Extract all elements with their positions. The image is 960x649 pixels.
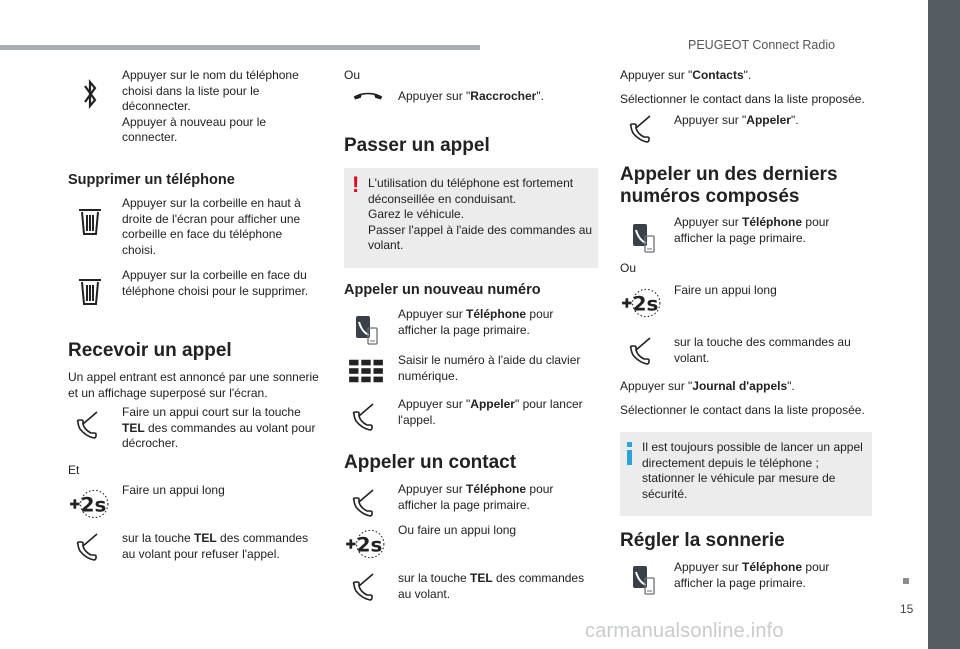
or-label-2: Ou xyxy=(620,261,637,275)
side-tab xyxy=(928,0,960,649)
bluetooth-instructions: Appuyer sur le nom du téléphone choisi dans la liste pour le déconnecter. Appuyer à nouveau pour le connecter. xyxy=(122,68,299,144)
phone-handset-icon xyxy=(350,482,382,522)
phone-handset-icon xyxy=(74,526,106,566)
phone-handset-icon xyxy=(627,330,659,370)
new-number-step-3: Appuyer sur "Appeler" pour lancer l'appel. xyxy=(398,397,583,427)
info-icon xyxy=(627,450,632,465)
info-icon-dot xyxy=(627,442,632,447)
info-box xyxy=(620,432,872,516)
ringtone-step-1: Appuyer sur Téléphone pour afficher la page primaire. xyxy=(674,560,830,590)
heading-delete-phone: Supprimer un téléphone xyxy=(68,172,235,188)
hang-up-icon xyxy=(350,86,386,104)
delete-step-1: Appuyer sur la corbeille en haut à droite de l'écran pour afficher une corbeille en face du téléphone choisi. xyxy=(122,196,301,257)
new-number-step-2: Saisir le numéro à l'aide du clavier numérique. xyxy=(398,353,581,383)
trash-icon xyxy=(74,200,106,240)
phone-handset-icon xyxy=(350,566,382,606)
watermark: carmanualsonline.info xyxy=(585,620,784,642)
contact-step-3: sur la touche TEL des commandes au volant. xyxy=(398,571,585,601)
keypad-icon xyxy=(346,356,386,386)
new-number-step-1: Appuyer sur Téléphone pour afficher la page primaire. xyxy=(398,307,554,337)
journal-step: Appuyer sur "Journal d'appels". xyxy=(620,379,795,393)
long-press-2s-icon xyxy=(68,488,110,520)
end-marker xyxy=(903,578,909,584)
heading-new-number: Appeler un nouveau numéro xyxy=(344,282,541,298)
phone-handset-icon xyxy=(627,108,659,148)
long-press-text: Faire un appui long xyxy=(122,483,225,497)
select-contact-2: Sélectionner le contact dans la liste proposée. xyxy=(620,403,865,417)
header-rule xyxy=(0,45,480,50)
long-press-2s-icon xyxy=(344,528,386,560)
heading-call-contact: Appeler un contact xyxy=(344,452,517,473)
recent-tel-key: sur la touche des commandes au volant. xyxy=(674,335,851,365)
select-contact-1: Sélectionner le contact dans la liste proposée. xyxy=(620,92,865,106)
trash-icon xyxy=(74,270,106,310)
heading-recent-calls: Appeler un des derniers numéros composés xyxy=(620,164,838,207)
contacts-step: Appuyer sur "Contacts". xyxy=(620,68,752,82)
phone-app-icon xyxy=(350,310,382,350)
long-press-2s-icon xyxy=(620,287,662,319)
receive-step-2: sur la touche TEL des commandes au volant pour refuser l'appel. xyxy=(122,531,309,561)
phone-app-icon xyxy=(627,560,659,600)
appeler-step: Appuyer sur "Appeler". xyxy=(674,113,799,127)
info-text: Il est toujours possible de lancer un appel directement depuis le téléphone ; stationner le véhicule par mesure de sécurité. xyxy=(642,440,863,501)
heading-make-call: Passer un appel xyxy=(344,135,490,156)
warning-icon: ! xyxy=(352,172,360,197)
recent-step-1: Appuyer sur Téléphone pour afficher la page primaire. xyxy=(674,215,830,245)
page-number: 15 xyxy=(900,602,914,616)
receive-intro: Un appel entrant est annoncé par une sonnerie et un affichage superposé sur l'écran. xyxy=(68,370,319,400)
heading-receive-call: Recevoir un appel xyxy=(68,340,232,361)
warning-text: L'utilisation du téléphone est fortement déconseillée en conduisant. Garez le véhicule. Passer l'appel à l'aide des commandes au volant. xyxy=(368,176,593,252)
or-label: Ou xyxy=(344,68,361,82)
header-title: PEUGEOT Connect Radio xyxy=(688,38,836,52)
receive-step-1: Faire un appui court sur la touche TEL des commandes au volant pour décrocher. xyxy=(122,405,316,450)
hangup-text: Appuyer sur "Raccrocher". xyxy=(398,89,544,103)
recent-long-press: Faire un appui long xyxy=(674,283,777,297)
phone-app-icon xyxy=(627,218,659,258)
contact-step-1: Appuyer sur Téléphone pour afficher la page primaire. xyxy=(398,482,554,512)
heading-ringtone: Régler la sonnerie xyxy=(620,530,785,551)
warning-box xyxy=(344,168,598,268)
phone-handset-icon xyxy=(350,396,382,436)
and-label: Et xyxy=(68,463,80,477)
phone-handset-icon xyxy=(74,404,106,444)
contact-long-press: Ou faire un appui long xyxy=(398,523,517,537)
delete-step-2: Appuyer sur la corbeille en face du téléphone choisi pour le supprimer. xyxy=(122,268,309,298)
bluetooth-icon xyxy=(74,74,106,114)
